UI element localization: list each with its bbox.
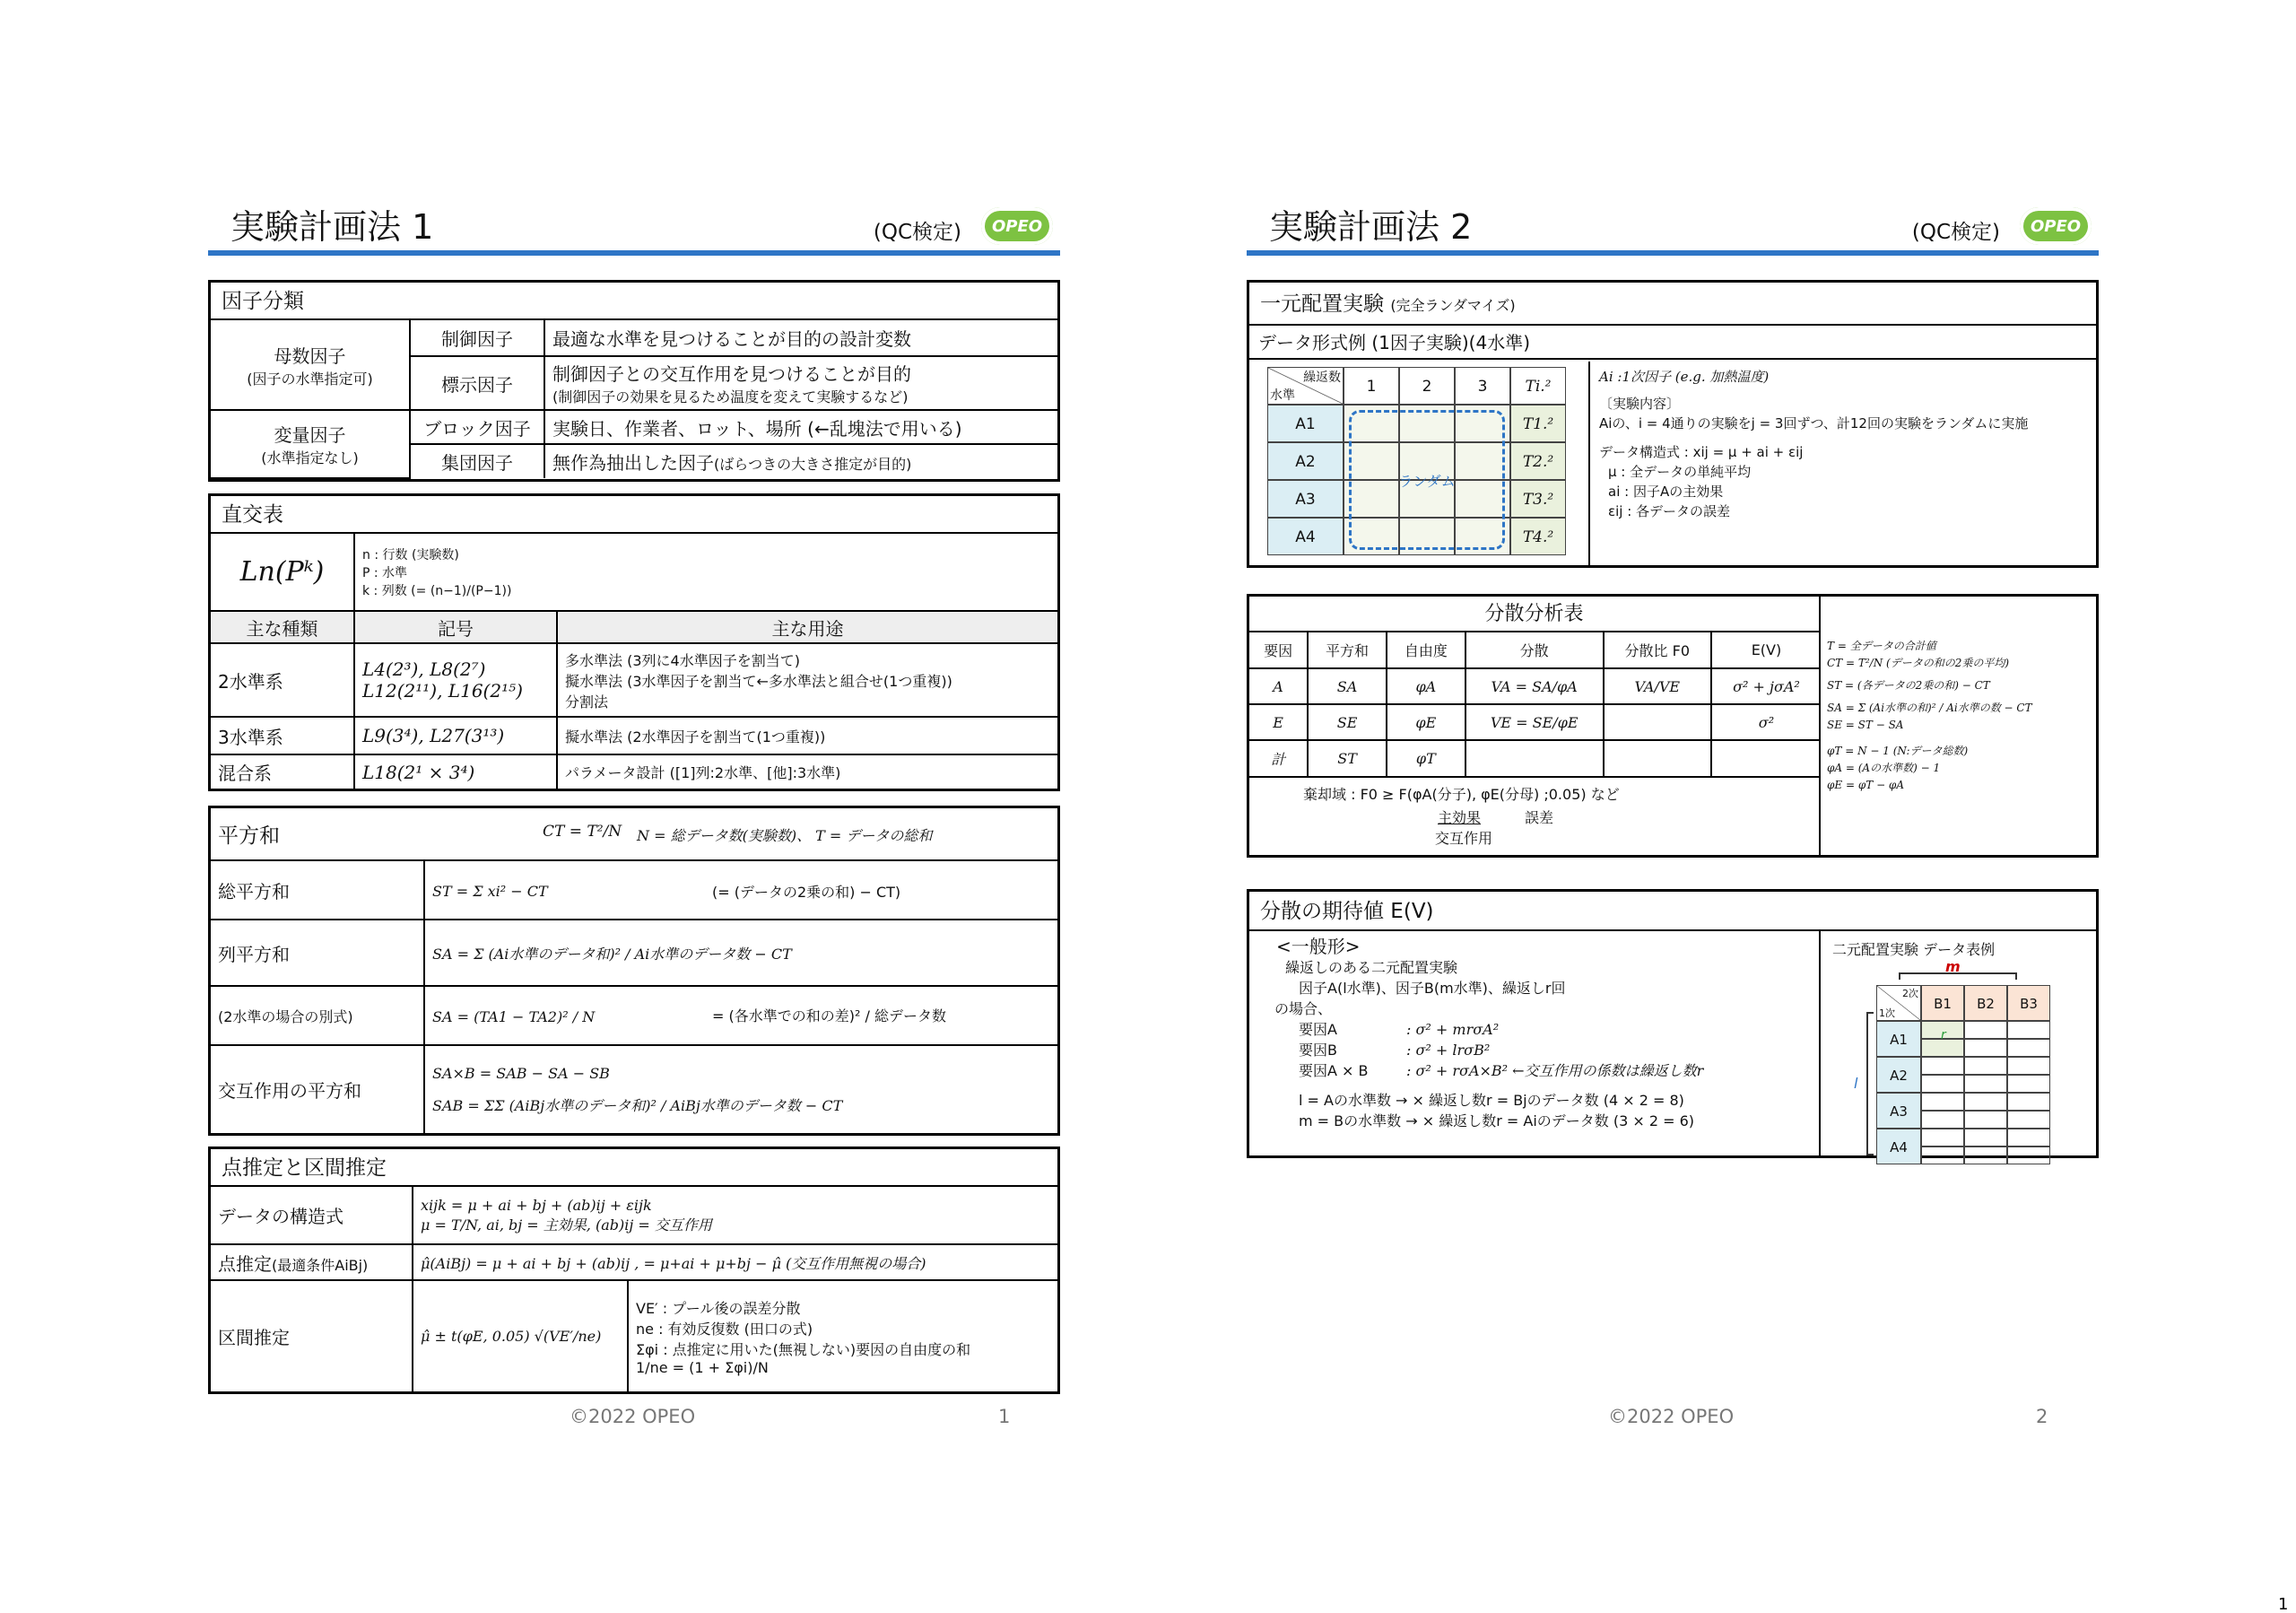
corner-cell	[1267, 367, 1344, 405]
copyright: ©2022 OPEO	[570, 1406, 696, 1427]
point-estimate-formula: μ̂(AiBj) = μ + ai + bj + (ab)ij , = μ+ai + μ+bj − μ̂ (交互作用無視の場合)	[413, 1244, 1057, 1280]
one-way-section	[1247, 280, 2099, 568]
control-factor-desc: 最適な水準を見つけることが目的の設計変数	[544, 320, 1057, 356]
interval-formula: μ̂ ± t(φE, 0.05) √(VE′/ne)	[413, 1280, 628, 1391]
kind-cell: 2水準系	[211, 643, 354, 717]
anova-side-notes	[1827, 638, 2032, 794]
data-cell	[1964, 1057, 2007, 1075]
data-cell	[1964, 1147, 2007, 1164]
data-cell	[1964, 1111, 2007, 1129]
symbol-cell: L12(2¹¹), L16(2¹⁵)	[362, 680, 523, 702]
col-kind: 主な種類	[211, 611, 354, 643]
anova-cell: VA = SA/φA	[1465, 668, 1604, 704]
side-note: CT = T²/N (データの和の2乗の平均)	[1827, 657, 2010, 669]
m-brace	[1899, 972, 2017, 980]
rejection-label: 誤差	[1525, 809, 1554, 826]
anova-cell: E	[1249, 704, 1308, 740]
side-note: φT = N − 1 (N:データ総数)	[1827, 745, 1969, 757]
b-level-header: B3	[2007, 985, 2050, 1021]
anova-section	[1247, 594, 2099, 858]
l-brace	[1866, 1012, 1874, 1155]
b-level-header: B2	[1964, 985, 2007, 1021]
note-line: μ : 全データの単純平均	[1608, 464, 1752, 480]
data-cell	[2007, 1147, 2050, 1164]
anova-cell: φE	[1387, 704, 1465, 740]
general-form: <一般形>	[1276, 936, 1361, 957]
data-cell	[1921, 1147, 1964, 1164]
alt-ss-formula: SA = (TA1 − TA2)² / N	[432, 1008, 596, 1025]
document-page-number: 1	[2278, 1595, 2289, 1613]
data-cell	[1964, 1021, 2007, 1039]
a-level-cell: A3	[1876, 1093, 1921, 1129]
column-ss-label: 列平方和	[211, 920, 424, 986]
orthogonal-section	[208, 493, 1060, 791]
data-cell	[2007, 1075, 2050, 1093]
anova-cell: φA	[1387, 668, 1465, 704]
table-row	[211, 643, 1057, 717]
total-ss-label: 総平方和	[211, 860, 424, 920]
section-title: 直交表	[211, 496, 1057, 534]
block-factor: ブロック因子	[410, 410, 544, 444]
alt-ss-note: = (各水準での和の差)² / 総データ数	[712, 1007, 946, 1024]
level-cell: A3	[1267, 480, 1344, 518]
level-cell: A2	[1267, 442, 1344, 480]
anova-col-header: 自由度	[1387, 632, 1465, 668]
variable-factor-note: (水準指定なし)	[261, 449, 359, 466]
anova-cell: ST	[1308, 740, 1387, 776]
note-line: εij : 各データの誤差	[1608, 503, 1731, 519]
legend-p: P : 水準	[362, 565, 408, 580]
b-level-header: B1	[1921, 985, 1964, 1021]
corner-bottom: 1次	[1879, 1007, 1895, 1019]
random-region: ランダム	[1349, 410, 1505, 550]
interval-note: VE′ : プール後の誤差分散	[636, 1299, 801, 1317]
col-usage: 主な用途	[557, 611, 1057, 643]
anova-cell	[1465, 740, 1604, 776]
ev-factor: 要因A	[1299, 1021, 1337, 1038]
total-cell: T1.²	[1510, 405, 1566, 442]
note-line: ai : 因子Aの主効果	[1608, 484, 1724, 500]
anova-title: 分散分析表	[1249, 597, 1819, 632]
note-line: Ai :1次因子 (e.g. 加熱温度)	[1599, 369, 1770, 385]
data-cell	[2007, 1057, 2050, 1075]
note-line: 〔実験内容〕	[1599, 396, 1681, 412]
rejection-label: 交互作用	[1435, 830, 1493, 847]
one-way-table	[1249, 362, 1590, 565]
section-title: 分散の期待値 E(V)	[1249, 892, 2096, 931]
usage-line: 擬水準法 (3水準因子を割当て←多水準法と組合せ(1つ重複))	[565, 672, 952, 690]
sum-of-squares-section	[208, 806, 1060, 1136]
ev-line: 因子A(l水準)、因子B(m水準)、繰返しr回	[1299, 980, 1566, 997]
total-cell: T3.²	[1510, 480, 1566, 518]
ev-line: の場合、	[1274, 1000, 1333, 1017]
ev-factor: 要因B	[1299, 1042, 1337, 1059]
block-factor-desc: 実験日、作業者、ロット、場所 (←乱塊法で用いる)	[544, 410, 1057, 444]
ct-note: N = 総データ数(実験数)、 T = データの総和	[637, 827, 933, 844]
control-factor: 制御因子	[410, 320, 544, 356]
data-cell	[2007, 1129, 2050, 1147]
expected-variance-body	[1249, 931, 1821, 1155]
indicator-note: (制御因子の効果を見るため温度を変えて実験するなど)	[552, 388, 909, 405]
m-definition: m = Bの水準数 → × 繰返し数r = Aiのデータ数 (3 × 2 = 6)	[1299, 1112, 1695, 1129]
exam-label: (QC検定)	[1911, 221, 2000, 244]
corner-bottom: 水準	[1270, 388, 1295, 403]
legend-n: n : 行数 (実験数)	[362, 547, 459, 562]
side-note: T = 全データの合計値	[1827, 640, 1936, 652]
interaction-ss-label: 交互作用の平方和	[211, 1045, 424, 1133]
anova-col-header: 分散	[1465, 632, 1604, 668]
interval-note: ne : 有効反復数 (田口の式)	[636, 1320, 813, 1338]
column-header: 2	[1399, 367, 1455, 405]
m-label: m	[1945, 958, 1961, 975]
column-header: 3	[1455, 367, 1510, 405]
estimation-section	[208, 1147, 1060, 1394]
corner-top: 繰返数	[1303, 371, 1341, 385]
anova-col-header: 平方和	[1308, 632, 1387, 668]
section-subtitle: (完全ランダマイズ)	[1390, 297, 1516, 314]
mother-factor: 母数因子	[274, 344, 346, 367]
anova-col-header: 要因	[1249, 632, 1308, 668]
side-note: φE = φT − φA	[1827, 779, 1905, 791]
exam-label: (QC検定)	[873, 221, 961, 244]
rejection-region: 棄却域 : F0 ≥ F(φA(分子), φE(分母) ;0.05) など	[1303, 786, 1620, 803]
corner-cell	[1876, 985, 1921, 1021]
interaction-ss-formula: SA×B = SAB − SA − SB	[432, 1064, 610, 1082]
table-row	[211, 754, 1057, 789]
l-label: l	[1854, 1075, 1858, 1092]
usage-line: 擬水準法 (2水準因子を割当て(1つ重複))	[557, 717, 1057, 754]
page-number: 2	[2036, 1406, 2048, 1427]
corner-top: 2次	[1902, 988, 1918, 999]
anova-cell: 計	[1249, 740, 1308, 776]
structure-note: μ = T/N, ai, bj = 主効果, (ab)ij = 交互作用	[421, 1216, 712, 1234]
anova-cell	[1711, 740, 1821, 776]
group-note: (ばらつきの大きさ推定が目的)	[714, 456, 912, 473]
data-cell	[1964, 1039, 2007, 1057]
column-header: 1	[1344, 367, 1399, 405]
two-way-title: 二元配置実験 データ表例	[1832, 941, 1996, 958]
level-cell: A4	[1267, 518, 1344, 555]
data-cell	[2007, 1021, 2050, 1039]
mother-factor-note: (因子の水準指定可)	[247, 370, 373, 388]
interaction-sab-formula: SAB = ΣΣ (AiBj水準のデータ和)² / AiBj水準のデータ数 − CT	[432, 1096, 843, 1114]
anova-cell: A	[1249, 668, 1308, 704]
factor-section	[208, 280, 1060, 482]
variable-factor: 変量因子	[274, 424, 346, 446]
data-cell	[2007, 1093, 2050, 1111]
anova-cell: SA	[1308, 668, 1387, 704]
total-ss-formula: ST = Σ xi² − CT	[432, 883, 548, 900]
symbol-cell: L18(2¹ × 3⁴)	[354, 754, 557, 789]
ev-formula: : σ² + mrσA²	[1406, 1021, 1500, 1038]
symbol-cell: L9(3⁴), L27(3¹³)	[354, 717, 557, 754]
column-header: Ti.²	[1510, 367, 1566, 405]
anova-cell: φT	[1387, 740, 1465, 776]
sheet-1	[208, 202, 1060, 1427]
indicator-desc: 制御因子との交互作用を見つけることが目的	[552, 363, 911, 385]
section-title: 一元配置実験	[1260, 292, 1384, 316]
indicator-factor: 標示因子	[410, 356, 544, 410]
a-level-cell: A2	[1876, 1057, 1921, 1093]
symbol-cell: L4(2³), L8(2⁷)	[362, 658, 486, 680]
page-number: 1	[998, 1406, 1011, 1427]
point-estimate-label: 点推定	[218, 1252, 272, 1275]
ct-formula: CT = T²/N	[543, 823, 622, 841]
ev-formula: : σ² + lrσB²	[1406, 1042, 1491, 1059]
total-ss-note: (= (データの2乗の和) − CT)	[712, 884, 901, 901]
data-cell	[1921, 1111, 1964, 1129]
anova-cell: VE = SE/φE	[1465, 704, 1604, 740]
section-title: 点推定と区間推定	[211, 1149, 1057, 1187]
anova-cell: SE	[1308, 704, 1387, 740]
data-cell	[1921, 1057, 1964, 1075]
opeo-logo: OPEO	[981, 207, 1053, 245]
ev-formula: : σ² + rσA×B² ←交互作用の係数は繰返し数r	[1406, 1062, 1704, 1079]
table-row	[211, 717, 1057, 754]
r-label: r	[1941, 1028, 1946, 1042]
structure-label: データの構造式	[211, 1187, 413, 1244]
total-cell: T4.²	[1510, 518, 1566, 555]
interval-note: Σφi : 点推定に用いた(無視しない)要因の自由度の和	[636, 1340, 971, 1358]
sheet-header	[208, 202, 1060, 256]
anova-cell: σ² + jσA²	[1711, 668, 1821, 704]
data-cell	[1964, 1075, 2007, 1093]
expected-variance-section	[1247, 889, 2099, 1158]
interval-estimate-label: 区間推定	[211, 1280, 413, 1391]
group-desc: 無作為抽出した因子	[552, 452, 714, 474]
level-cell: A1	[1267, 405, 1344, 442]
note-line: Aiの、i = 4通りの実験をj = 3回ずつ、計12回の実験をランダムに実施	[1599, 415, 2029, 432]
note-line: データ構造式 : xij = μ + ai + εij	[1599, 444, 1804, 460]
kind-cell: 3水準系	[211, 717, 354, 754]
section-title: 因子分類	[211, 283, 1057, 320]
alt-ss-label: (2水準の場合の別式)	[211, 986, 424, 1045]
data-cell	[1921, 1129, 1964, 1147]
side-note: SA = Σ (Ai水準の和)² / Ai水準の数 − CT	[1827, 702, 2032, 714]
ev-factor: 要因A × B	[1299, 1062, 1369, 1079]
data-cell	[1921, 1075, 1964, 1093]
interval-note: 1/ne = (1 + Σφi)/N	[636, 1358, 769, 1376]
opeo-logo: OPEO	[2020, 207, 2092, 245]
orthogonal-formula: Ln(Pᵏ)	[211, 534, 354, 611]
group-factor: 集団因子	[410, 444, 544, 478]
a-level-cell: A1	[1876, 1021, 1921, 1057]
usage-line: パラメータ設計 ([1]列:2水準、[他]:3水準)	[557, 754, 1057, 789]
col-symbol: 記号	[354, 611, 557, 643]
anova-cell	[1604, 704, 1711, 740]
side-note: φA = (Aの水準数) − 1	[1827, 762, 1941, 774]
anova-cell: σ²	[1711, 704, 1821, 740]
page-title: 実験計画法 2	[1269, 207, 1473, 247]
section-title: 平方和	[218, 824, 280, 848]
sheet-2	[1247, 202, 2099, 1427]
ev-line: 繰返しのある二元配置実験	[1285, 959, 1458, 976]
anova-cell: VA/VE	[1604, 668, 1711, 704]
anova-cell	[1604, 740, 1711, 776]
copyright: ©2022 OPEO	[1608, 1406, 1735, 1427]
data-cell	[2007, 1039, 2050, 1057]
anova-col-header: 分散比 F0	[1604, 632, 1711, 668]
data-cell	[1921, 1093, 1964, 1111]
sheet-header	[1247, 202, 2099, 256]
data-cell	[2007, 1111, 2050, 1129]
kind-cell: 混合系	[211, 754, 354, 789]
usage-line: 多水準法 (3列に4水準因子を割当て)	[565, 651, 800, 669]
usage-line: 分割法	[565, 693, 609, 711]
structure-formula: xijk = μ + ai + bj + (ab)ij + εijk	[421, 1196, 652, 1214]
side-note: SE = ST − SA	[1827, 719, 1904, 731]
data-format-title: データ形式例 (1因子実験)(4水準)	[1249, 326, 2096, 360]
total-cell: T2.²	[1510, 442, 1566, 480]
l-definition: l = Aの水準数 → × 繰返し数r = Bjのデータ数 (4 × 2 = 8)	[1299, 1092, 1684, 1109]
column-ss-formula: SA = Σ (Ai水準のデータ和)² / Ai水準のデータ数 − CT	[424, 920, 1057, 986]
page-title: 実験計画法 1	[230, 207, 434, 247]
one-way-notes	[1599, 367, 2028, 521]
data-cell	[1964, 1093, 2007, 1111]
side-note: ST = (各データの2乗の和) − CT	[1827, 679, 1990, 692]
a-level-cell: A4	[1876, 1129, 1921, 1164]
anova-col-header: E(V)	[1711, 632, 1821, 668]
legend-k: k : 列数 (= (n−1)/(P−1))	[362, 583, 512, 598]
point-estimate-note: (最適条件AiBj)	[272, 1256, 369, 1274]
data-cell	[1964, 1129, 2007, 1147]
two-way-example	[1827, 931, 2096, 1155]
rejection-label: 主効果	[1438, 809, 1482, 826]
